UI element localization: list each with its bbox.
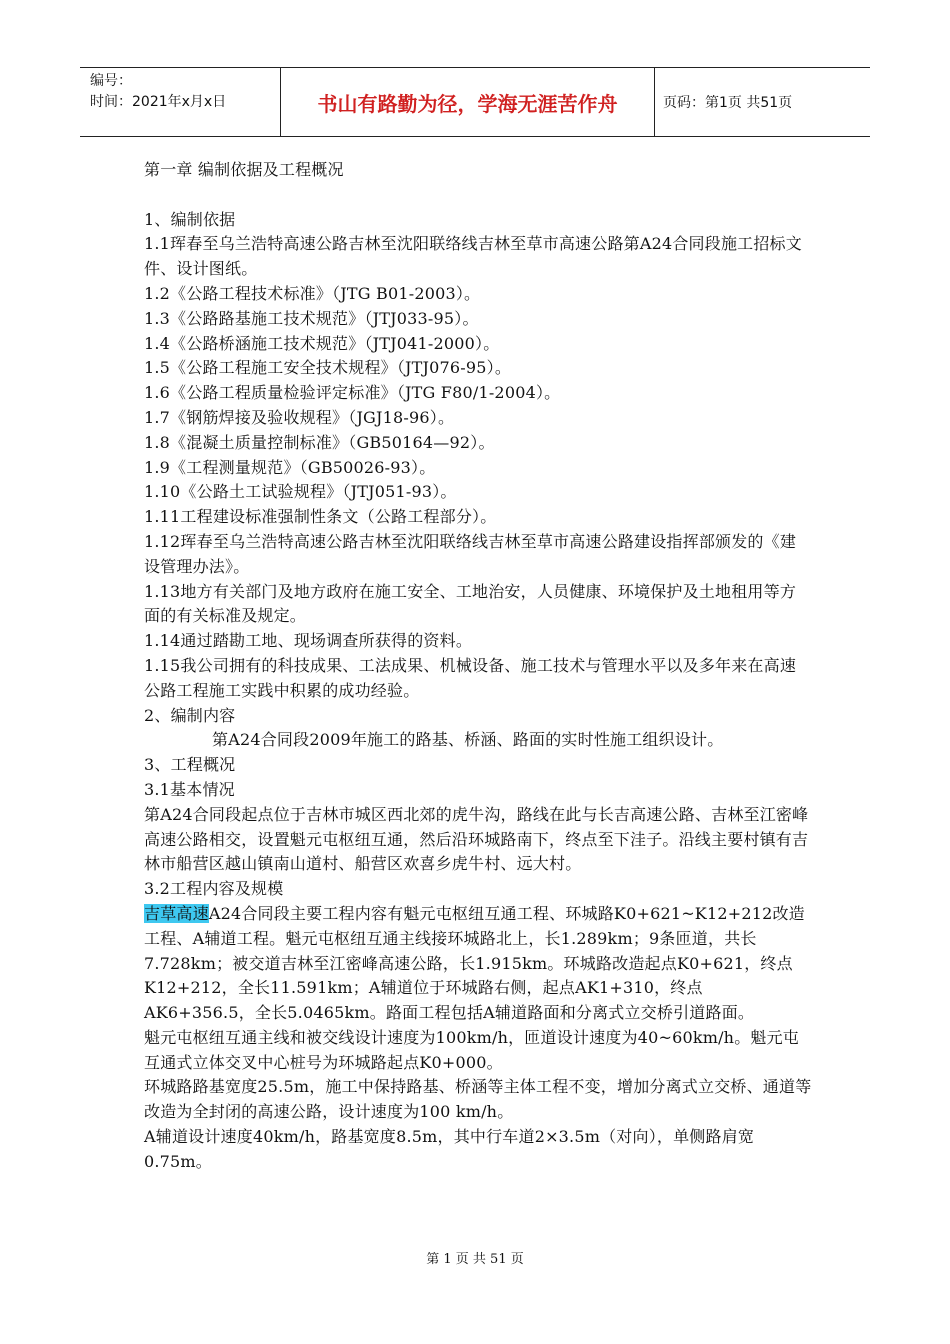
paragraph: 2、编制内容 bbox=[144, 705, 236, 725]
paragraph: 1.7《钢筋焊接及验收规程》（JGJ18-96）。 bbox=[144, 407, 455, 427]
paragraph: 3.1基本情况 bbox=[144, 779, 235, 799]
header-meta bbox=[80, 68, 281, 136]
paragraph: 环城路路基宽度25.5m，施工中保持路基、桥涵等主体工程不变，增加分离式立交桥、通道等改造为全封闭的高速公路，设计速度为100 km/h。 bbox=[144, 1077, 812, 1122]
paragraph: 1.11工程建设标准强制性条文（公路工程部分）。 bbox=[144, 507, 497, 527]
paragraph: 1.3《公路路基施工技术规范》（JTJ033-95）。 bbox=[144, 308, 479, 328]
page-footer: 第 1 页 共 51 页 bbox=[426, 1252, 524, 1267]
number-label: 编号： bbox=[90, 73, 132, 89]
paragraph: A辅道设计速度40km/h，路基宽度8.5m，其中行车道2×3.5m（对向），单侧路肩宽0.75m。 bbox=[144, 1127, 755, 1171]
paragraph: 魁元屯枢纽互通主线和被交线设计速度为100km/h，匝道设计速度为40~60km/h。魁元屯互通式立体交叉中心桩号为环城路起点K0+000。 bbox=[144, 1027, 799, 1072]
document-body bbox=[144, 158, 812, 1175]
highlighted-text: 吉草高速 bbox=[144, 903, 209, 923]
paragraph: 1.6《公路工程质量检验评定标准》（JTG F80/1-2004）。 bbox=[144, 383, 561, 403]
header-page-info: 页码：第1页 共51页 bbox=[663, 95, 793, 111]
paragraph: 1.13地方有关部门及地方政府在施工安全、工地治安，人员健康、环境保护及土地租用等方面的有关标准及规定。 bbox=[144, 581, 797, 626]
chapter-title: 第一章 编制依据及工程概况 bbox=[144, 160, 344, 179]
paragraph: 1.15我公司拥有的科技成果、工法成果、机械设备、施工技术与管理水平以及多年来在高速公路工程施工实践中积累的成功经验。 bbox=[144, 655, 797, 700]
paragraph: 1.10《公路土工试验规程》（JTJ051-93）。 bbox=[144, 482, 457, 502]
paragraph: 1.5《公路工程施工安全技术规程》（JTJ076-95）。 bbox=[144, 358, 512, 378]
header-motto: 书山有路勤为径，学海无涯苦作舟 bbox=[281, 68, 655, 136]
paragraph: 1.8《混凝土质量控制标准》（GB50164—92）。 bbox=[144, 432, 495, 452]
paragraph: 3.2工程内容及规模 bbox=[144, 879, 284, 899]
paragraph: 1.1珲春至乌兰浩特高速公路吉林至沈阳联络线吉林至草市高速公路第A24合同段施工招标文件、设计图纸。 bbox=[144, 234, 802, 279]
paragraph: 1、编制依据 bbox=[144, 209, 236, 229]
page-header bbox=[80, 67, 870, 137]
paragraph: 1.14通过踏勘工地、现场调查所获得的资料。 bbox=[144, 631, 473, 651]
paragraph: 3、工程概况 bbox=[144, 755, 236, 775]
paragraph: 1.2《公路工程技术标准》（JTG B01-2003）。 bbox=[144, 283, 481, 303]
indented-paragraph: 第A24合同段2009年施工的路基、桥涵、路面的实时性施工组织设计。 bbox=[212, 730, 724, 750]
time-label: 时间：2021年x月x日 bbox=[90, 94, 227, 110]
paragraph: 1.9《工程测量规范》（GB50026-93）。 bbox=[144, 457, 436, 477]
paragraph-text: A24合同段主要工程内容有魁元屯枢纽互通工程、环城路K0+621~K12+212改造工程、A辅道工程。魁元屯枢纽互通主线接环城路北上，长1.289km；9条匝道，共长7.728km；被交道吉林至江密峰高速公路，长1.915km。环城路改造起点K0+621，终点K12+212，全长11.591km；A辅道位于环城路右侧，起点AK1+310，终点AK6+356.5，全长5.0465km。路面工程包括A辅道路面和分离式立交桥引道路面。 bbox=[144, 903, 805, 1023]
paragraph: 第A24合同段起点位于吉林市城区西北郊的虎牛沟，路线在此与长吉高速公路、吉林至江密峰高速公路相交，设置魁元屯枢纽互通，然后沿环城路南下，终点至下洼子。沿线主要村镇有吉林市船营区越山镇南山道村、船营区欢喜乡虎牛村、远大村。 bbox=[144, 804, 809, 874]
paragraph: 1.12珲春至乌兰浩特高速公路吉林至沈阳联络线吉林至草市高速公路建设指挥部颁发的《建设管理办法》。 bbox=[144, 531, 797, 576]
highlighted-paragraph bbox=[144, 902, 812, 1026]
paragraph: 1.4《公路桥涵施工技术规范》（JTJ041-2000）。 bbox=[144, 333, 500, 353]
